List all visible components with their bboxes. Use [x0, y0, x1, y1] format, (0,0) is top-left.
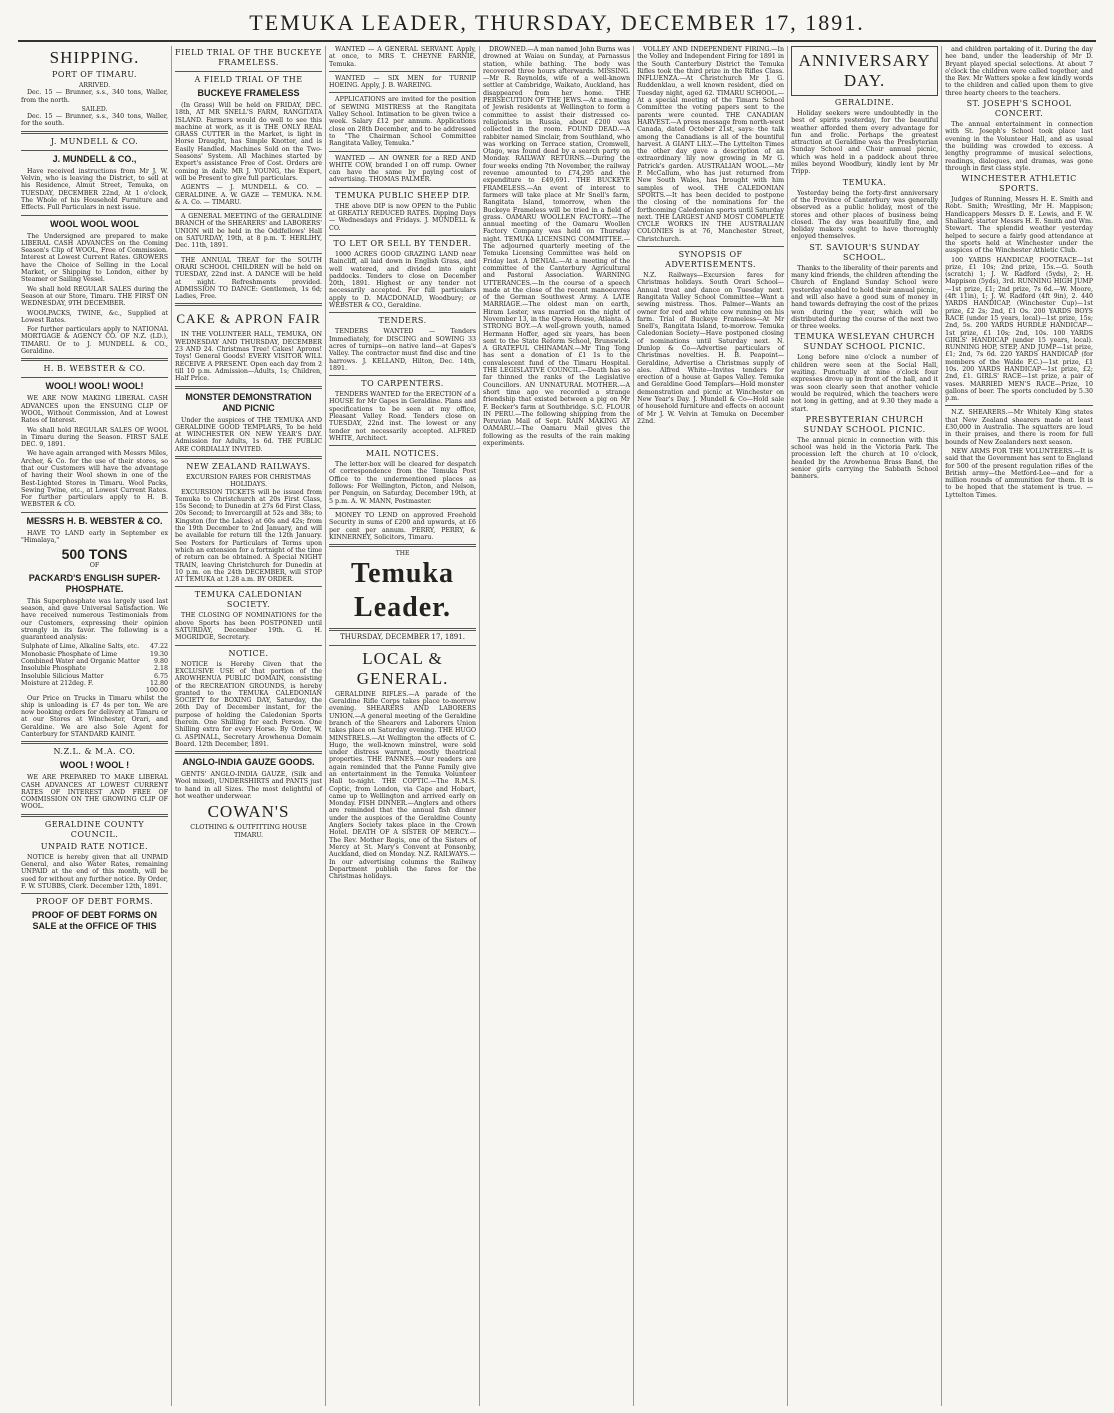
cake-fair-heading: CAKE & APRON FAIR — [176, 311, 321, 327]
phosphate-body: This Superphosphate was largely used last season, and gave Universal Satisfaction. We have received numerous Testimonials from our Customers, expressing their opinion strongly in its favor. The following is a guaranteed analysis: — [21, 597, 169, 642]
carpenters-body: TENDERS WANTED for the ERECTION of a HOUSE for Mr Gapes in Geraldine. Plans and specifications to be seen at my office, Pleasant Valley Road. Tenders close on TUESDAY, 22nd inst. The lowest or any tender not necessarily accepted. ALFRED WHITE, Architect. — [329, 391, 477, 442]
analysis-item: Moisture at 212deg. F. — [21, 679, 94, 687]
notice-heading: NOTICE. — [228, 648, 269, 658]
divider — [329, 375, 476, 376]
webster-body: WE ARE NOW MAKING LIBERAL CASH ADVANCES upon the ENSUING CLIP OF WOOL, Without Commission, And at Lowest Rates of Interest. — [21, 395, 169, 425]
sailed-label: SAILED. — [81, 105, 108, 113]
divider — [175, 386, 322, 389]
carpenters-heading: TO CARPENTERS. — [361, 379, 444, 389]
wanted-servant: WANTED — A GENERAL SERVANT. Apply, at once, to MRS T. CHEYNE FARNIE, Temuka. — [329, 46, 477, 68]
divider — [175, 645, 322, 646]
divider — [329, 544, 476, 547]
treat-notice: THE ANNUAL TREAT for the SOUTH ORARI SCHOOL CHILDREN will be held on TUESDAY, 22nd inst. A DANCE will be held at night. Refreshments provided. ADMISSION TO DANCE: Gentlemen, 1s 6d; Ladies, Free. — [175, 256, 323, 301]
divider — [175, 303, 322, 306]
phosphate-of: OF — [89, 562, 100, 570]
wesleyan-body: Long before nine o'clock a number of children were seen at the Social Hall, waiting. Punctually at nine o'clock four expresses drove up in front of the hall, and it was soon clearly seen that another vehicle would be required, which the teachers were not long in getting, and at 9.30 they made a start. — [791, 354, 939, 413]
to-let-heading: TO LET OR SELL BY TENDER. — [333, 238, 472, 248]
analysis-value: 19.30 — [149, 650, 169, 658]
anniversary-box — [791, 46, 938, 96]
winchester-body: Judges of Running, Messrs H. E. Smith and Robt. Smith; Wrestling, Mr H. Mappison; Handicappers Messrs D. E. Lewis, and F. W. Shallard; starter Messrs H. E. Smith and Wm. Stewart. The splendid weather yesterday helped to secure a fairly good attendance at the sports held at Winchester under the auspices of the Winchester Athletic Club. — [945, 196, 1093, 255]
column-3 — [326, 46, 480, 1406]
wool-heading: WOOL WOOL WOOL — [50, 218, 139, 229]
newspaper-logo: Temuka Leader. — [351, 558, 455, 624]
column-6 — [788, 46, 942, 1406]
shearers-notice: A GENERAL MEETING of the GERALDINE BRANCH of the SHEARERS' and LABORERS' UNION will be held in the Oddfellows' Hall on SATURDAY, 19th, at 8 p.m. T. HERLIHY, Dec. 11th, 1891. — [175, 213, 323, 250]
buckeye-heading: BUCKEYE FRAMELESS — [197, 88, 300, 98]
divider — [21, 893, 168, 894]
issue-date: THURSDAY, DECEMBER 17, 1891. — [340, 633, 465, 642]
mundell-signature: J. MUNDELL & CO. — [50, 136, 139, 146]
presbyterian-heading: PRESBYTERIAN CHURCH SUNDAY SCHOOL PICNIC. — [803, 414, 926, 434]
divider — [21, 741, 168, 744]
unpaid-heading: UNPAID RATE NOTICE. — [40, 841, 149, 851]
railways-sub: EXCURSION FARES FOR CHRISTMAS HOLIDAYS. — [186, 473, 311, 489]
monster-heading: MONSTER DEMONSTRATION AND PICNIC — [185, 391, 312, 413]
table-row — [21, 651, 168, 658]
divider — [329, 151, 476, 152]
nzlma-signature: N.Z.L. & M.A. CO. — [53, 747, 136, 757]
analysis-item: Sulphate of Lime, Alkaline Salts, etc. — [21, 643, 140, 651]
divider — [329, 628, 476, 631]
notice-body: NOTICE is Hereby Given that the EXCLUSIVE USE of that portion of the AROWHENUA PUBLIC DOMAIN, consisting of the RECREATION GROUNDS, is hereby granted to the TEMUKA CALEDONIAN SOCIETY for BOXING DAY, Saturday, the 26th Day of December instant, for the purpose of holding the Caledonian Sports therein. One Shilling for each Person. One Shilling extra for every Horse. By Order, W. G. ASPINALL, Secretary Arowhenua Domain Board. 12th December, 1891. — [175, 660, 323, 748]
railways-body: EXCURSION TICKETS will be issued from Temuka to Christchurch at 20s First Class, 15s Second; to Dunedin at 27s 6d First Class, 20s Second; to Invercargill at 52s and 38s; to Kingston (for the Lakes) at 60s and 42s; from the 19th December to 2nd January, and will be available for return till the 12th January. See Posters for Particulars of Terms upon which an extension for a fortnight of the time of return can be obtained. A Special NIGHT TRAIN, leaving Christchurch for Dunedin at 10 p.m. on the 24th DECEMBER, will STOP AT TEMUKA at 1.28 a.m. BY ORDER. — [175, 488, 323, 584]
synopsis-heading: SYNOPSIS OF ADVERTISEMENTS. — [665, 250, 757, 270]
analysis-item — [21, 687, 145, 694]
table-row — [21, 643, 168, 650]
divider — [175, 209, 322, 210]
sheep-dip-heading: TEMUKA PUBLIC SHEEP DIP. — [335, 190, 471, 200]
analysis-total: 100.00 — [145, 687, 169, 695]
phosphate-name: PACKARD'S ENGLISH SUPER-PHOSPHATE. — [28, 572, 161, 594]
acres-body: 1000 ACRES GOOD GRAZING LAND near Raincliff, all laid down in English Grass, and well watered, and divided into eight paddocks. Tenders to close on December 20th, 1891. Highest or any tender not necessarily accepted. For full particulars apply to D. MACDONALD, Woodbury; or WEBSTER & CO., Geraldine. — [329, 250, 477, 310]
divider — [21, 512, 168, 513]
table-row — [21, 687, 168, 694]
divider — [945, 405, 1093, 406]
divider — [329, 71, 476, 72]
st-josephs-body: The annual entertainment in connection with St. Joseph's School took place last evening in the Volunteer Hall, and as usual the building was crowded to excess. A lengthy programme of musical selections, readings, dialogues, and dramas, was gone through in first class style. — [945, 121, 1093, 172]
caledonian-heading: TEMUKA CALEDONIAN SOCIETY. — [194, 590, 303, 610]
divider — [21, 358, 168, 361]
shipping-heading: SHIPPING. — [49, 48, 140, 67]
wanted-hoeing: WANTED — SIX MEN for TURNIP HOEING. Apply, J. B. WAREING. — [329, 74, 477, 90]
divider — [21, 377, 168, 378]
news-items: DROWNED.—A man named John Burns was drowned at Waiau on Sunday, at Parnassus station, while bathing. The body was recovered three hours afterwards. MISSING.—Mr R. Reynolds, wife of a well-known settler at Cambridge, Waikato, Auckland, has disappeared from her home. THE PERSECUTION OF THE JEWS.—At a meeting of Jewish residents at Wellington to form a committee to assist their distressed co-religionists in Russia, about £200 was collected in the room. FOUND DEAD.—A rabbiter named Sinclair, from Southland, who was working on Terrace station, Cromwell, Otago, was found dead by a search party on Monday. RAILWAY RETURNS.—During the four weeks ending 7th November, the railway revenue amounted to £74,295 and the expenditure to £49,691. THE BUCKEYE FRAMELESS.—An event of interest to farmers will take place at Mr Snell's farm, Rangitata Island, tomorrow, when the Buckeye Frameless will be tried in a field of grass. OAMARU WOOLLEN FACTORY.—The annual meeting of the Oamaru Woollen Factory Company was held on Thursday night. TEMUKA LICENSING COMMITTEE.—The adjourned quarterly meeting of the Temuka Licensing Committee was held on Friday last. A DENIAL.—At a meeting of the committee of the Canterbury Agricultural and Pastoral Association. WARNING UTTERANCES.—In the course of a speech made at the close of the recent manoeuvres of the German Southwest Army. A LATE MARRIAGE.—The oldest man on earth, Hiram Lester, was married on the night of November 13, in the Opera House, Atlanta. A STRONG BOY.—A well-grown youth, named Hermann Hoffer, aged six years, has been sent to the State Reform School, Brunswick. A GRATEFUL CHINAMAN.—Mr Ting Tong has sent a donation of £1 1s to the convalescent fund of the Timaru Hospital. THE LEGISLATIVE COUNCIL.—Death has so far thinned the ranks of the Legislative Councillors. AN UNNATURAL MOTHER.—A short time ago we recorded a strange friendship that existed between a pig on Mr F. Becker's farm at Southbridge. S.C. FLOUR IN PERU.—The following shipping from the Peruvian Mail of Sept. RAIN MAKING AT OAMARU.—The Oamaru Mail gives the following as the results of the rain making experiments. — [483, 46, 631, 448]
woolpacks: WOOLPACKS, TWINE, &c., Supplied at Lowest Rates. — [21, 309, 169, 324]
divider — [175, 253, 322, 254]
divider — [329, 187, 476, 188]
arrived-label: ARRIVED. — [79, 82, 110, 89]
phosphate-heading: MESSRS H. B. WEBSTER & CO. — [26, 515, 163, 526]
column-5 — [634, 46, 788, 1406]
divider — [175, 586, 322, 587]
divider — [329, 235, 476, 236]
gauze-heading: ANGLO-INDIA GAUZE GOODS. — [182, 757, 315, 768]
news-items: VOLLEY AND INDEPENDENT FIRING.—In the Volley and Independent Firing for 1891 in the South Canterbury District the Temuka Rifles took the third prize in the Rifles Class. INFLUENZA.—At Christchurch Mr J. G. Ruddenklau, a well known resident, died on Tuesday night, aged 62. TIMARU SCHOOL.—At a special meeting of the Timaru School Committee the voting papers sent to the parents were counted. THE CANADIAN HARVEST.—A press message from north-west Canada, dated October 21st, says: the talk among the Canadians is all of the bountiful harvest. A GIANT LILY.—The Lyttelton Times the other day gave a description of an extraordinary lily now growing in Mr G. Patrick's garden. AUSTRALIAN WOOL.—Mr P. McCallum, who has just returned from New South Wales, has brought with him samples of wool. THE CALEDONIAN SPORTS.—It has been decided to postpone the closing of the nominations for the forthcoming Caledonian sports until Saturday next. THE LARGEST AND MOST COMPLETE CYCLE WORKS IN THE AUSTRALIAN COLONIES is at 76, Manchester Street, Christchurch. — [637, 46, 785, 243]
table-row — [21, 673, 168, 680]
column-7 — [942, 46, 1096, 1406]
money-to-lend: MONEY TO LEND on approved Freehold Security in sums of £200 and upwards, at £6 per cent per annum. PERRY, PERRY, & KINNERNEY, Solicitors, Timaru. — [329, 511, 477, 541]
st-saviours-body: Thanks to the liberality of their parents and many kind friends, the children attending the Church of England Sunday School were yesterday enabled to hold their annual picnic, and will also have a good sum of money in hand towards defraying the cost of the prizes won during the year, which will be distributed during the course of the next two or three weeks. — [791, 264, 939, 331]
presbyterian-body: The annual picnic in connection with this school was held in the Victoria Park. The procession left the church at 10 o'clock, headed by the Arowhenua Brass Band, the senior girls carrying the Sabbath School banners. — [791, 436, 939, 481]
analysis-item: Combined Water and Organic Matter — [21, 658, 140, 666]
monster-body: Under the auspices of THE TEMUKA AND GERALDINE GOOD TEMPLARS, To be held at WINCHESTER ON NEW YEAR'S DAY. Admission for Adults, 1s 6d. THE PUBLIC ARE CORDIALLY INVITED. — [175, 416, 323, 453]
mundell-heading: J. MUNDELL & CO., — [52, 153, 137, 164]
unpaid-body: NOTICE is hereby given that all UNPAID General, and also Water Rates, remaining UNPAID at the end of this month, will be sued for without any further notice. By Order, F. W. STUBBS, Clerk. December 12th, 1891. — [21, 853, 169, 890]
nz-shearers-item: N.Z. SHEARERS.—Mr Whitely King states that New Zealand shearers made at least £30,000 in Australia. The squatters are loud in their praises, and there is room for full bounds of New Zealanders next season. — [945, 409, 1093, 446]
wool-sales: We shall hold REGULAR SALES during the Season at our Store, Timaru. THE FIRST ON WEDNESDAY, 9TH DECEMBER. — [21, 285, 169, 308]
column-2 — [172, 46, 326, 1406]
analysis-value: 6.75 — [153, 672, 169, 680]
divider — [329, 312, 476, 313]
analysis-table — [21, 643, 168, 694]
wesleyan-heading: TEMUKA WESLEYAN CHURCH SUNDAY SCHOOL PICNIC. — [794, 332, 935, 352]
divider — [21, 150, 168, 151]
cowans-sub: CLOTHING & OUTFITTING HOUSE TIMARU. — [190, 824, 307, 839]
divider — [175, 71, 322, 72]
table-row — [21, 665, 168, 672]
phosphate-sub: HAVE TO LAND early in September ex "Himalaya," — [21, 529, 169, 545]
railways-heading: NEW ZEALAND RAILWAYS. — [186, 461, 311, 471]
synopsis-body: N.Z. Railways—Excursion fares for Christmas holidays. South Orari School—Annual treat and dance on Tuesday next. Rangitata Valley School Committee—Want a sewing mistress. Thos. Palmer—Wants an owner for red and white cow running on his farm. Trial of Buckeye Frameless—At Mr Snell's, Rangitata Island, to-morrow. Temuka Caledonian Society—Have postponed closing of nominations until Saturday next. N. Dunlop & Co—Advertise particulars of Christmas novelties. H. B. Peapoint—Geraldine, Advertise a Christmas supply of ales. Alfred White—Invites tenders for erection of a house at Gapes Valley. Temuka and Geraldine Good Templars—Hold monster demonstration and picnic at Winchester on New Year's Day. J. Mundell & Co—Hold sale of household furniture and effects on account of Mr J. W. Velvin at Temuka on December 22nd. — [637, 272, 785, 425]
nzlma-body: WE ARE PREPARED TO MAKE LIBERAL CASH ADVANCES AT LOWEST CURRENT RATES OF INTEREST AND FREE OF COMMISSION ON THE GROWING CLIP OF WOOL. — [21, 774, 169, 811]
analysis-value: 9.80 — [153, 658, 169, 666]
analysis-item: Insoluble Phosphate — [21, 665, 86, 673]
column-1 — [18, 46, 172, 1406]
analysis-value: 2.18 — [153, 665, 169, 673]
tenders-body: TENDERS WANTED — Tenders Immediately, for DISCING and SOWING 33 acres of turnips—on native land—at Gapes's Valley. The contractor must find disc and tine harrows. J. KELLAND, Hilton, Dec. 14th, 1891. — [329, 328, 477, 372]
local-general-heading: LOCAL & GENERAL. — [356, 648, 449, 688]
temuka-body: Yesterday being the forty-first anniversary of the Province of Canterbury was generally observed as a public holiday, most of the stores and other places of business being closed. The day was beautifully fine, and holiday makers ought to have thoroughly enjoyed themselves. — [791, 189, 939, 241]
divider — [329, 92, 476, 93]
local-general-body: GERALDINE RIFLES.—A parade of the Geraldine Rifle Corps takes place to-morrow evening. SHEARERS AND LABORERS UNION.—A general meeting of the Geraldine branch of the Shearers and Laborers Union takes place on Saturday evening. THE HUGO MINSTRELS.—At Wellington the effects of C. Hugo, the well-known minstrel, were sold under distress warrant, mostly theatrical properties. THE PANNES.—Our readers are again reminded that the Panne Family give an entertainment in the Temuka Volunteer Hall to-night. THE COPTIC.—The R.M.S. Coptic, from London, via Cape and Hobart, came up to Wellington and arrived early on Monday. FISH DINNER.—Anglers and others are reminded that the annual fish dinner under the auspices of the Geraldine County Anglers Society takes place in the Crown Hotel. DEATH OF A SISTER OF MERCY.—The Rev. Mother Regis, one of the Sisters of Mercy at St. Mary's Convent at Ponsonby, Auckland, died on Monday. N.Z. RAILWAYS.—In our advertising columns the Railway Department publish the fares for the Christmas holidays. — [329, 690, 477, 881]
geraldine-body: Holiday seekers were undoubtedly in the best of spirits yesterday, for the beautiful weather afforded them every advantage for fun and frolic. Perhaps the greatest attraction at Geraldine was the Presbyterian Sunday School and Choir annual picnic, which was held in a paddock about three miles beyond Woodbury, kindly lent by Mr Tripp. — [791, 110, 939, 176]
table-row — [21, 658, 168, 665]
arrival-entry: Dec. 15 — Brunner, s.s., 340 tons, Waller, from the north. — [21, 89, 169, 104]
tenders-heading: TENDERS. — [378, 316, 427, 326]
caledonian-body: THE CLOSING OF NOMINATIONS for the above Sports has been POSTPONED until SATURDAY, December 19th. G. H. MOGRIDGE, Secretary. — [175, 612, 323, 642]
divider — [21, 814, 168, 817]
council-heading: GERALDINE COUNTY COUNCIL. — [44, 819, 145, 839]
gauze-body: GENTS' ANGLO-INDIA GAUZE, (Silk and Wool mixed), UNDERSHIRTS and PANTS just to hand in all Sizes. The most delightful of hot weather underwear. — [175, 771, 323, 801]
sheep-dip-body: THE above DIP is now OPEN to the Public at GREATLY REDUCED RATES. Dipping Days — Wednesdays and Fridays. J. MUNDELL & CO. — [329, 202, 477, 232]
proof-body: PROOF OF DEBT FORMS ON SALE at the OFFICE OF THIS — [32, 910, 157, 932]
field-trial-heading: FIELD TRIAL OF THE BUCKEYE FRAMELESS. — [175, 48, 323, 67]
divider — [21, 215, 168, 216]
sailing-entry: Dec. 15 — Brunner, s.s., 340 tons, Waller, for the south. — [21, 113, 169, 128]
analysis-item: Insoluble Silicious Matter — [21, 672, 104, 680]
port-heading: PORT OF TIMARU. — [52, 70, 137, 79]
analysis-value: 47.22 — [149, 643, 169, 651]
divider — [637, 246, 784, 247]
anniversary-heading: ANNIVERSARY DAY. — [798, 51, 931, 90]
st-saviours-heading: ST. SAVIOUR'S SUNDAY SCHOOL. — [809, 242, 920, 262]
webster-wool-heading: WOOL! WOOL! WOOL! — [45, 381, 144, 392]
new-arms-item: NEW ARMS FOR THE VOLUNTEERS.—It is said that the Government has sent to England for 500 of the present regulation rifles of the British army—the Metford-Lee—and for a million rounds of ammunition for them. It is to be hoped that the statement is true. —Lyttelton Times. — [945, 447, 1093, 499]
field-trial-sub: A FIELD TRIAL OF THE — [194, 75, 303, 84]
cake-fair-body: IN THE VOLUNTEER HALL, TEMUKA, ON WEDNESDAY AND THURSDAY, DECEMBER 23 AND 24. Christmas Tree! Cakes! Aprons! Toys! General Goods! EVERY VISITOR WILL RECEIVE A PRESENT. Open each day from 2 till 10 p.m. Admission—Adults, 1s; Children, Half Price. — [175, 331, 323, 383]
columns — [18, 46, 1096, 1406]
webster-more: We have again arranged with Messrs Miles, Archer, & Co. for the use of their stores, so that our Customers will have the advantage of having their Wool shown in one of the Best-Lighted Stores in Timaru. Wool Packs, Sewing Twine, etc., at Lowest Current Rates. For further particulars apply to H. B. WEBSTER & CO. — [21, 450, 169, 509]
agents: AGENTS — J. MUNDELL & CO. — GERALDINE. A. W. GAZE — TEMUKA. N.M. & A. Co. — TIMARU. — [175, 184, 323, 206]
picnic-continued: and children partaking of it. During the day hee band, under the leadership of Mr D. Bryant played special selections. At about 7 o'clock the children were called together, and the Rev. Mr Watters spoke a few kindly words to the children and called upon them to give three hearty cheers to the teachers. — [945, 46, 1093, 97]
divider — [21, 131, 168, 134]
logo-the: THE — [395, 550, 410, 558]
column-4 — [480, 46, 634, 1406]
mail-heading: MAIL NOTICES. — [365, 449, 440, 459]
applications-notice: APPLICATIONS are invited for the position of SEWING MISTRESS at the Rangitata Valley School. Intimation to be given twice a week. Salary £12 per annum. Applications close on 28th December, and to be addressed to "The Chairman School Committee Rangitata Valley, Temuka." — [329, 96, 477, 148]
masthead — [0, 0, 1114, 40]
proof-heading: PROOF OF DEBT FORMS. — [35, 897, 154, 907]
mundell-body: Have received instructions from Mr J. W. Velvin, who is leaving the District, to sell at his Residence, Almut Street, Temuka, on TUESDAY, DECEMBER 22nd, At 1 o'clock, The Whole of his Household Furniture and Effects. Full Particulars in next issue. — [21, 167, 169, 212]
mail-body: The letter-box will be cleared for despatch of correspondence from the Temuka Post Office to the undermentioned places as follows: For Wellington, Picton, and Nelson, per Penguin, on Saturday, December 19th, at 5 p.m. A. W. MANN, Postmaster. — [329, 461, 477, 505]
nzlma-wool-heading: WOOL ! WOOL ! — [59, 760, 130, 771]
field-trial-body: (In Grass) Will be held on FRIDAY, DEC. 18th, AT MR SNELL'S FARM, RANGITATA ISLAND. Farmers would do well to see this machine at work, as it is THE ONLY REAL GRASS CUTTER in the Market, is light in Horse Draught, has Simple Knotter, and is Easily Handled. Machines Sold on the Two-Seasons' System. All Machines started by Expert's assistance Free of Cost. Orders are coming in daily. MR J. YOUNG, the Expert, will be Present to give full particulars. — [175, 102, 323, 182]
winchester-heading: WINCHESTER ATHLETIC SPORTS. — [961, 174, 1077, 194]
masthead-rule — [18, 40, 1096, 42]
phosphate-tail: Our Price on Trucks in Timaru whilst the ship is unloading is £7 4s per ton. We are now booking orders for delivery at Timaru or at our Stores at Winchester, Orari, and Geraldine. We are also Sole Agent for Canterbury for STANDARD KAINIT. — [21, 694, 169, 738]
divider — [175, 751, 322, 754]
divider — [329, 645, 476, 646]
geraldine-heading: GERALDINE. — [834, 98, 895, 107]
wanted-owner: WANTED — AN OWNER for a RED AND WHITE COW, branded I on off rump. Owner can have the same by paying cost of advertising. THOMAS PALMER. — [329, 154, 477, 184]
divider — [329, 508, 476, 509]
sports-results: 100 YARDS HANDICAP, FOOTRACE—1st prize, £1 10s; 2nd prize, 15s.—G. South (scratch) 1; J. W. Radford (5yds), 2; H. Mappison (5yds), 3rd. RUNNING HIGH JUMP—1st prize, £1; 2nd prize, 7s 6d.—W. Moore, (4ft 11in), 1; J. W. Radford (4ft 9in), 2. 440 YARDS HANDICAP, (Winchester Cup)—1st prize, £2 2s; 2nd, £1 Os. 200 YARDS BOYS RACE (under 15 years, local)—1st prize, 15s; 2nd, 5s. 200 YARDS HURDLE HANDICAP—1st prize, £1 10s; 2nd, 10s. 100 YARDS GIRLS' HANDICAP (under 15 years, local). RUNNING HOP, STEP, AND JUMP—1st prize, £1; 2nd, 7s 6d. 220 YARDS HANDICAP (for members of the Walde F.C.)—1st prize, £1 10s. 200 YARDS HANDICAP—1st prize, £2; 2nd, £1. GIRLS' RACE—1st prize, a pair of vases. MARRIED MEN'S RACE—Prize, 10 gallons of beer. The sports concluded by 5.30 p.m. — [945, 256, 1093, 403]
cowans-heading: COWAN'S — [207, 802, 290, 822]
table-row — [21, 680, 168, 687]
masthead-title: TEMUKA LEADER, THURSDAY, DECEMBER 17, 1891. — [249, 10, 865, 35]
wool-body: The Undersigned are prepared to make LIBERAL CASH ADVANCES on the Coming Season's Clip of WOOL, Free of Commission. Interest at Lowest Current Rates. GROWERS have the Choice of Selling in the Local Market, or Shipping to London, either by Steamer or Sailing Vessel. — [21, 232, 169, 284]
webster-sales: We shall hold REGULAR SALES OF WOOL in Timaru during the Season. FIRST SALE DEC. 9, 1891. — [21, 426, 169, 449]
wool-agents: For further particulars apply to NATIONAL MORTGAGE & AGENCY CO. OF N.Z. (LD.), TIMARU. Or to J. MUNDELL & CO., Geraldine. — [21, 326, 169, 356]
analysis-value: 12.80 — [149, 679, 169, 687]
divider — [175, 456, 322, 459]
st-josephs-heading: ST. JOSEPH'S SCHOOL CONCERT. — [966, 99, 1072, 119]
analysis-item: Monobasic Phosphate of Lime — [21, 650, 118, 658]
temuka-heading: TEMUKA. — [842, 177, 887, 187]
phosphate-tons: 500 TONS — [61, 546, 128, 563]
webster-signature: H. B. WEBSTER & CO. — [43, 364, 146, 374]
divider — [329, 445, 476, 446]
